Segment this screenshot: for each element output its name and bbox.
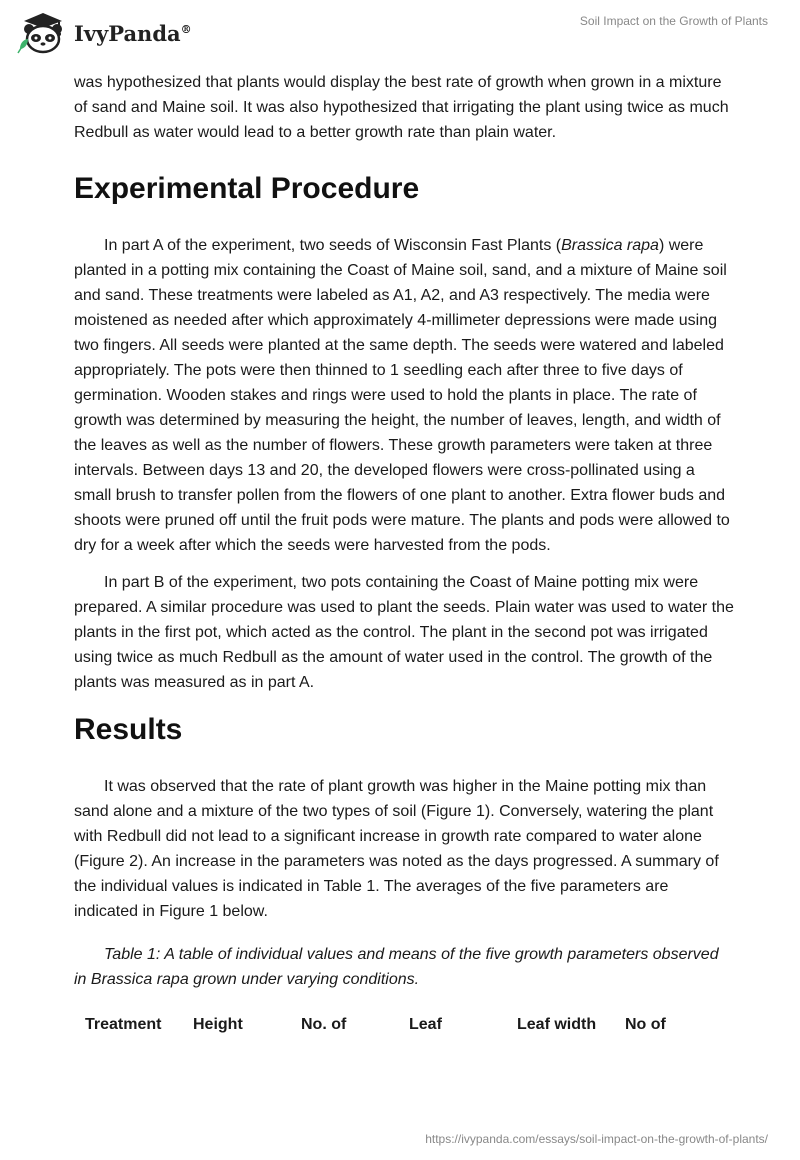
running-title: Soil Impact on the Growth of Plants [579,14,768,28]
table-header-cell: Height [193,1016,243,1033]
table-header-cell: Leaf width [517,1016,597,1033]
source-url[interactable]: https://ivypanda.com/essays/soil-impact-on-the-growth-of-plants/ [425,1132,768,1146]
table-header-cell: No. of [301,1016,347,1033]
procedure-paragraph-2: In part B of the experiment, two pots containing the Coast of Maine potting mix were prepared. A similar procedure was used to plant the seeds. Plain water was used to water the plants in the first pot, which acted as the control. The plant in the second pot was irrigated using twice as much Redbull as the amount of water used in the control. The growth of the plants was measured as in part A. [74,574,734,691]
table-header-row [74,1010,722,1040]
results-heading: Results [74,713,183,746]
procedure-paragraph-1: In part A of the experiment, two seeds of Wisconsin Fast Plants (Brassica rapa) were planted in a potting mix containing the Coast of Maine soil, sand, and a mixture of Maine soil and sand. These treatments were labeled as A1, A2, and A3 respectively. The media were moistened as needed after which approximately 4-millimeter depressions were made using two fingers. All seeds were planted at the same depth. The seeds were watered and labeled appropriately. The pots were then thinned to 1 seedling each after three to five days of germination. Wooden stakes and rings were used to hold the plants in place. The rate of growth was determined by measuring the height, the number of leaves, length, and width of the leaves as well as the number of flowers. These growth parameters were taken at three intervals. Between days 13 and 20, the developed flowers were cross-pollinated using a small brush to transfer pollen from the flowers of one plant to another. Extra flower buds and shoots were pruned off until the fruit pods were mature. The plants and pods were allowed to dry for a week after which the seeds were harvested from the pods. [74,237,730,554]
logo-wordmark: IvyPanda® [74,20,192,46]
table-caption: Table 1: A table of individual values and means of the five growth parameters observed in Brassica rapa grown under varying conditions. [74,946,719,988]
table-header-cell: Treatment [85,1016,162,1033]
intro-paragraph: was hypothesized that plants would display the best rate of growth when grown in a mixture of sand and Maine soil. It was also hypothesized that irrigating the plant using twice as much Redbull as water would lead to a better growth rate than plain water. [74,74,729,141]
results-table [74,1010,722,1040]
page-header [0,0,800,70]
table-header-cell: Leaf [409,1016,442,1033]
results-paragraph: It was observed that the rate of plant growth was higher in the Maine potting mix than sand alone and a mixture of the two types of soil (Figure 1). Conversely, watering the plant with Redbull did not lead to a significant increase in growth rate compared to water alone (Figure 2). An increase in the parameters was noted as the days progressed. A summary of the individual values is indicated in Table 1. The averages of the five parameters are indicated in Figure 1 below. [74,778,719,920]
procedure-heading: Experimental Procedure [74,172,420,205]
species-name: Brassica rapa [561,237,659,254]
ivypanda-logo[interactable] [14,9,192,55]
table-header-cell: No of [625,1016,666,1033]
panda-graduate-icon [14,9,70,55]
document-body [74,70,734,1040]
